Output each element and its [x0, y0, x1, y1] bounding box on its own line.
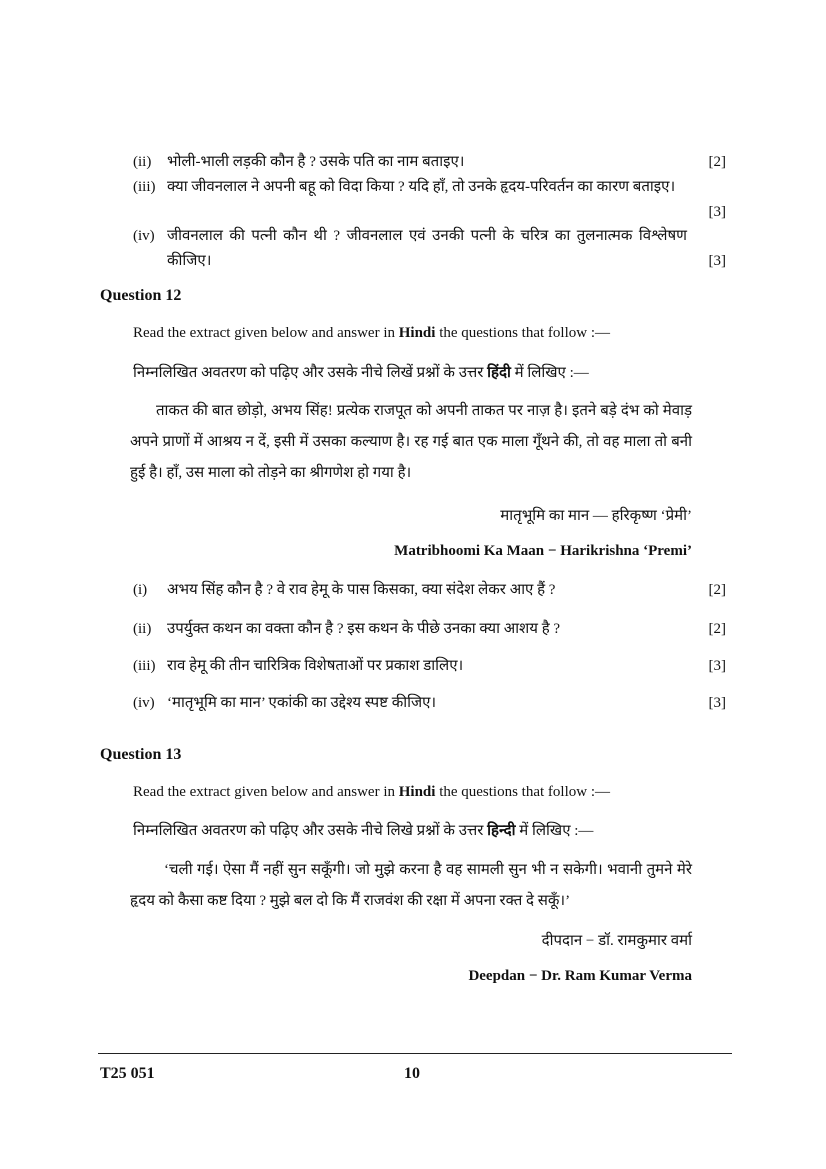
q13-instruction-english: Read the extract given below and answer in Hindi the questions that follow :—: [133, 784, 611, 800]
question-text: भोली-भाली लड़की कौन है ? उसके पति का नाम बताइए।: [167, 154, 465, 170]
q12-instruction-english: Read the extract given below and answer in Hindi the questions that follow :—: [133, 325, 611, 341]
q13-instruction-hindi: निम्नलिखित अवतरण को पढ़िए और उसके नीचे लिखे प्रश्नों के उत्तर हिन्दी में लिखिए :—: [133, 823, 594, 839]
q13-source-english: Deepdan − Dr. Ram Kumar Verma: [468, 968, 692, 984]
marks: [3]: [708, 253, 726, 269]
marks: [3]: [708, 204, 726, 220]
question-number: (ii): [133, 621, 152, 637]
question-text: क्या जीवनलाल ने अपनी बहू को विदा किया ? यदि हाँ, तो उनके हृदय-परिवर्तन का कारण बताइए।: [167, 179, 676, 195]
marks: [2]: [708, 621, 726, 637]
question-text: राव हेमू की तीन चारित्रिक विशेषताओं पर प्रकाश डालिए।: [167, 658, 464, 674]
page-number: 10: [404, 1065, 420, 1082]
q12-extract: ताकत की बात छोड़ो, अभय सिंह! प्रत्येक राजपूत को अपनी ताकत पर नाज़ है। इतने बड़े दंभ को मेवाड़ अपने प्राणों में आश्रय न दें, इसी में उसका कल्याण है। रह गई बात एक माला गूँथने की, तो वह माला तो बनी हुई है। हाँ, उस माला को तोड़ने का श्रीगणेश हो गया है।: [130, 403, 692, 481]
question-text: अभय सिंह कौन है ? वे राव हेमू के पास किसका, क्या संदेश लेकर आए हैं ?: [167, 582, 556, 598]
question-number: (iv): [133, 695, 155, 711]
question-12-heading: Question 12: [100, 287, 182, 304]
question-number: (ii): [133, 154, 152, 170]
marks: [3]: [708, 658, 726, 674]
marks: [2]: [708, 582, 726, 598]
question-13-heading: Question 13: [100, 746, 182, 763]
question-number: (i): [133, 582, 148, 598]
question-text: जीवनलाल की पत्नी कौन थी ? जीवनलाल एवं उनकी पत्नी के चरित्र का तुलनात्मक विश्लेषण कीजिए।: [167, 228, 687, 269]
q13-source-hindi: दीपदान − डॉ. रामकुमार वर्मा: [541, 933, 692, 949]
question-number: (iii): [133, 658, 156, 674]
marks: [2]: [708, 154, 726, 170]
q12-source-hindi: मातृभूमि का मान — हरिकृष्ण ‘प्रेमी’: [500, 508, 692, 524]
q12-instruction-hindi: निम्नलिखित अवतरण को पढ़िए और उसके नीचे लिखें प्रश्नों के उत्तर हिंदी में लिखिए :—: [133, 365, 589, 381]
paper-code: T25 051: [100, 1065, 155, 1082]
question-number: (iii): [133, 179, 156, 195]
q12-source-english: Matribhoomi Ka Maan − Harikrishna ‘Premi’: [394, 543, 692, 559]
q13-extract: ‘चली गई। ऐसा मैं नहीं सुन सकूँगी। जो मुझे करना है वह सामली सुन भी न सकेगी। भवानी तुमने मेरे हृदय को कैसा कष्ट दिया ? मुझे बल दो कि मैं राजवंश की रक्षा में अपना रक्त दे सकूँ।’: [130, 862, 692, 909]
question-text: उपर्युक्त कथन का वक्ता कौन है ? इस कथन के पीछे उनका क्या आशय है ?: [167, 621, 561, 637]
marks: [3]: [708, 695, 726, 711]
question-text: ‘मातृभूमि का मान’ एकांकी का उद्देश्य स्पष्ट कीजिए।: [167, 695, 437, 711]
question-number: (iv): [133, 228, 155, 244]
footer-divider: [98, 1053, 732, 1054]
